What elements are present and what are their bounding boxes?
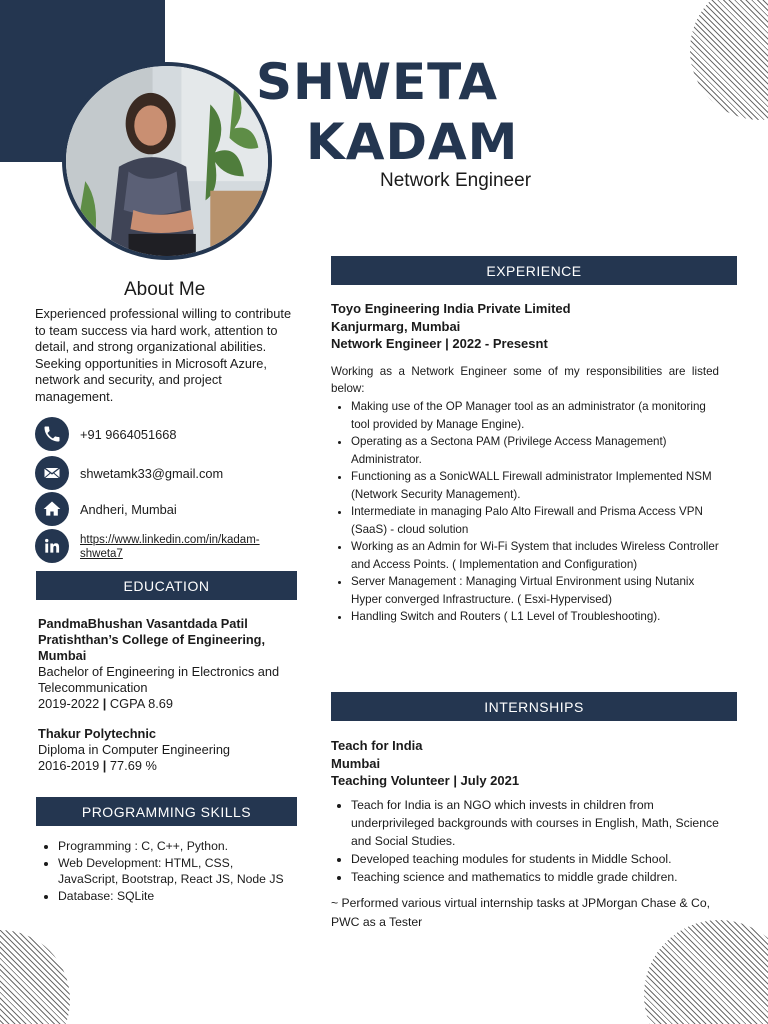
about-text: Experienced professional willing to contribute to team success via hard work, attention to detail, and strong organizational abilities. Seeking opportunities in Microsoft Azure, network and security, and project management. xyxy=(35,306,292,404)
location: Andheri, Mumbai xyxy=(80,502,177,517)
job-role: Network Engineer xyxy=(380,170,532,191)
education-years: 2019-2022 | CGPA 8.69 xyxy=(38,696,173,711)
linkedin-link[interactable]: https://www.linkedin.com/in/kadam-shweta7 xyxy=(80,534,260,560)
list-item: • Handling Switch and Routers ( L1 Level of Troubleshooting). xyxy=(351,608,721,626)
skills-list xyxy=(38,838,296,904)
experience-list xyxy=(331,398,721,626)
org-location: Mumbai xyxy=(331,755,381,771)
experience-heading: EXPERIENCE xyxy=(331,256,737,285)
degree: Diploma in Computer Engineering xyxy=(38,742,231,757)
hatched-circle-decoration xyxy=(644,920,768,1024)
list-item: • Developed teaching modules for students in Middle School. xyxy=(351,850,736,868)
degree: Bachelor of Engineering in Electronics and Telecommunication xyxy=(38,664,280,695)
education-heading: EDUCATION xyxy=(36,571,297,600)
internship-list xyxy=(331,796,736,886)
list-item: • Server Management : Managing Virtual Environment using Nutanix Hyper converged Infrastructure. ( Esxi-Hypervised) xyxy=(351,573,721,608)
phone-icon xyxy=(35,417,69,451)
list-item: • Functioning as a SonicWALL Firewall administrator Implemented NSM (Network Security Management). xyxy=(351,468,721,503)
email-icon xyxy=(35,456,69,490)
linkedin-icon xyxy=(35,529,69,563)
education-years: 2016-2019 | 77.69 % xyxy=(38,758,157,773)
list-item: • Teaching science and mathematics to middle grade children. xyxy=(351,868,736,886)
about-title: About Me xyxy=(124,279,206,300)
internships-heading: INTERNSHIPS xyxy=(331,692,737,721)
list-item: • Teach for India is an NGO which invests in children from underprivileged backgrounds with courses in English, Math, Science and Social Studies. xyxy=(351,796,736,850)
list-item: • Programming : C, C++, Python. xyxy=(58,838,296,855)
school-name: Thakur Polytechnic xyxy=(38,726,157,741)
skills-heading: PROGRAMMING SKILLS xyxy=(36,797,297,826)
list-item: • Database: SQLite xyxy=(58,888,296,905)
list-item: • Intermediate in managing Palo Alto Firewall and Prisma Access VPN (SaaS) - cloud solution xyxy=(351,503,721,538)
org-name: Teach for India xyxy=(331,738,423,753)
hatched-circle-decoration xyxy=(0,930,70,1024)
list-item: • Making use of the OP Manager tool as an administrator (a monitoring tool provided by Manage Engine). xyxy=(351,398,721,433)
email-address[interactable]: shwetamk33@gmail.com xyxy=(80,466,224,481)
first-name: SHWETA xyxy=(256,53,499,111)
school-name: PandmaBhushan Vasantdada Patil Pratishthan’s College of Engineering, Mumbai xyxy=(38,616,266,663)
phone-number: +91 9664051668 xyxy=(80,427,177,442)
position-title: Teaching Volunteer | July 2021 xyxy=(331,773,520,788)
hatched-circle-decoration xyxy=(690,0,768,120)
candidate-name xyxy=(256,52,518,172)
list-item: • Operating as a Sectona PAM (Privilege Access Management) Administrator. xyxy=(351,433,721,468)
profile-photo xyxy=(62,62,272,260)
education-item xyxy=(38,616,298,712)
education-item xyxy=(38,726,298,774)
list-item: • Working as an Admin for Wi-Fi System that includes Wireless Controller and Access Points. ( Implementation and Configuration) xyxy=(351,538,721,573)
list-item: • Web Development: HTML, CSS, JavaScript, Bootstrap, React JS, Node JS xyxy=(58,855,296,888)
company-name: Toyo Engineering India Private Limited xyxy=(331,301,571,316)
home-icon xyxy=(35,492,69,526)
last-name: KADAM xyxy=(306,113,519,171)
internship-header xyxy=(331,737,737,790)
position-title: Network Engineer | 2022 - Presesnt xyxy=(331,336,548,351)
experience-intro: Working as a Network Engineer some of my responsibilities are listed below: xyxy=(331,365,719,395)
company-location: Kanjurmarg, Mumbai xyxy=(331,318,461,334)
experience-header xyxy=(331,300,737,353)
internship-note: ~ Performed various virtual internship tasks at JPMorgan Chase & Co, PWC as a Tester xyxy=(331,896,710,929)
